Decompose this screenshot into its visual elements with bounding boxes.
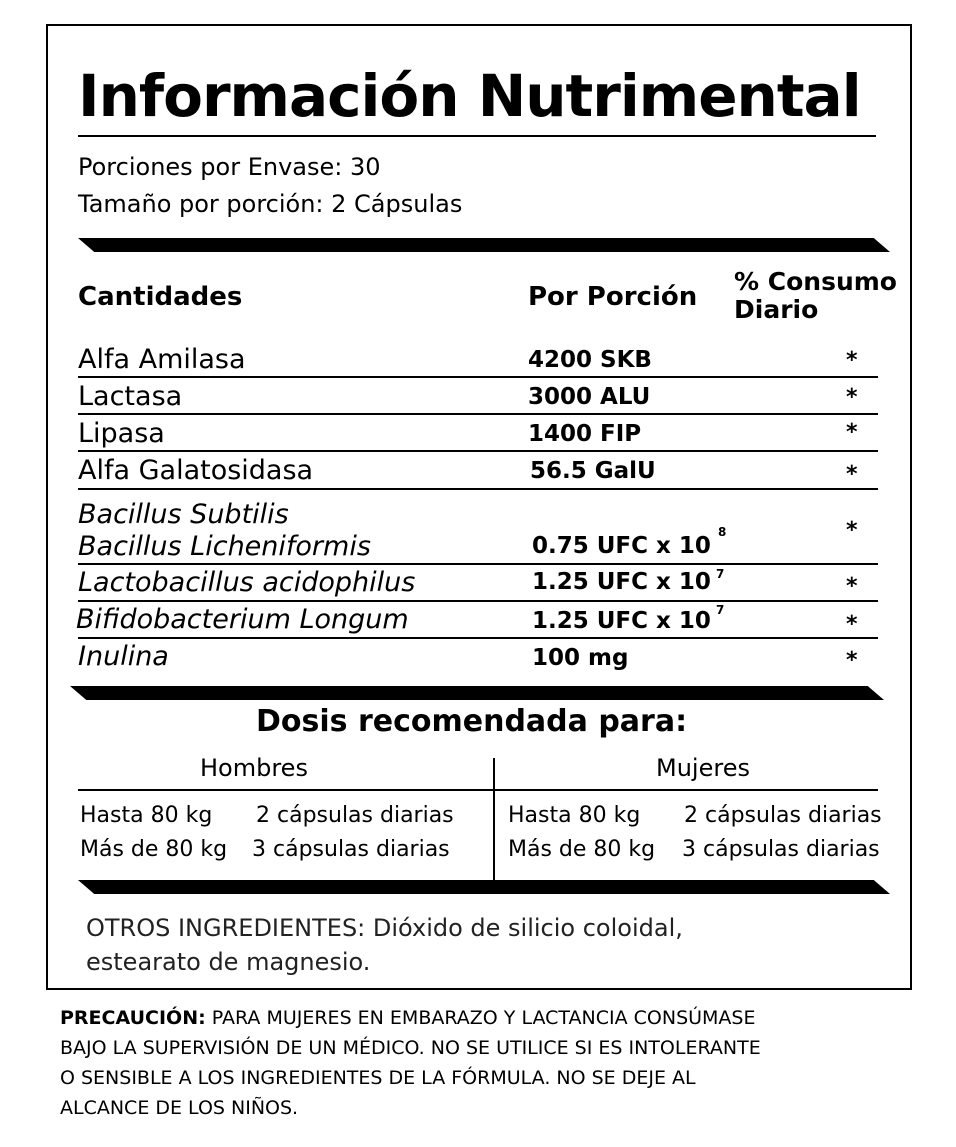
thick-divider (78, 238, 890, 252)
title-rule (78, 135, 876, 137)
header-cantidades: Cantidades (78, 282, 243, 312)
dosage-men-header: Hombres (200, 754, 308, 782)
nutrient-amount: 4200 SKB (528, 347, 652, 373)
nutrient-daily: * (846, 420, 858, 445)
row-rule (78, 488, 878, 490)
dosage-women-header: Mujeres (656, 754, 750, 782)
panel-title: Información Nutrimental (78, 62, 861, 130)
nutrient-name: Alfa Amilasa (78, 344, 246, 375)
header-consumo: % Consumo (734, 267, 897, 296)
nutrient-name: Lactobacillus acidophilus (78, 567, 416, 598)
row-rule (78, 376, 878, 378)
nutrient-name: Alfa Galatosidasa (78, 455, 314, 486)
nutrient-amount: 3000 ALU (528, 384, 651, 410)
nutrient-name: Bacillus Subtilis (78, 499, 289, 530)
row-rule (78, 413, 878, 415)
dose-amount: 3 cápsulas diarias (252, 837, 450, 862)
nutrient-daily: * (846, 648, 858, 673)
thick-divider (70, 686, 884, 700)
row-rule (78, 450, 878, 452)
other-ingredients: estearato de magnesio. (86, 948, 371, 976)
header-diario: Diario (734, 295, 819, 324)
nutrient-name: Bacillus Licheniformis (78, 531, 371, 562)
nutrient-name: Lactasa (78, 381, 183, 412)
row-rule (78, 637, 878, 639)
caution-line (60, 1004, 756, 1033)
dose-amount: 3 cápsulas diarias (682, 837, 880, 862)
exponent: 8 (718, 525, 727, 539)
dosage-header-rule (78, 789, 878, 791)
caution-line: ALCANCE DE LOS NIÑOS. (60, 1097, 299, 1119)
dosage-column-divider (493, 758, 495, 880)
header-por-porcion: Por Porción (528, 282, 698, 312)
dose-weight: Más de 80 kg (80, 837, 228, 862)
nutrient-daily: * (846, 385, 858, 410)
serving-size: Tamaño por porción: 2 Cápsulas (78, 190, 463, 218)
nutrient-amount: 56.5 GalU (530, 458, 656, 484)
nutrient-daily: * (846, 518, 858, 543)
nutrient-amount: 1400 FIP (528, 421, 642, 447)
nutrient-daily: * (846, 574, 858, 599)
dose-amount: 2 cápsulas diarias (684, 803, 882, 828)
dose-amount: 2 cápsulas diarias (256, 803, 454, 828)
row-rule (78, 563, 878, 565)
dose-weight: Hasta 80 kg (80, 803, 213, 828)
dosage-title: Dosis recomendada para: (256, 704, 688, 739)
nutrient-daily: * (846, 348, 858, 373)
thick-divider (78, 880, 890, 894)
other-ingredients: OTROS INGREDIENTES: Dióxido de silicio coloidal, (86, 914, 683, 942)
exponent: 7 (716, 567, 725, 581)
dose-weight: Más de 80 kg (508, 837, 656, 862)
exponent: 7 (716, 603, 725, 617)
nutrient-amount: 0.75 UFC x 10 (532, 533, 711, 559)
caution-label: PRECAUCIÓN: (60, 1007, 206, 1029)
nutrient-daily: * (846, 462, 858, 487)
nutrient-amount: 1.25 UFC x 10 (532, 569, 711, 595)
nutrient-name: Inulina (78, 641, 169, 672)
nutrient-daily: * (846, 612, 858, 637)
caution-text: PARA MUJERES EN EMBARAZO Y LACTANCIA CONSÚMASE (205, 1007, 756, 1029)
dose-weight: Hasta 80 kg (508, 803, 641, 828)
nutrient-amount: 1.25 UFC x 10 (532, 608, 711, 634)
nutrient-amount: 100 mg (532, 645, 629, 671)
nutrient-name: Bifidobacterium Longum (76, 604, 409, 635)
nutrient-name: Lipasa (78, 418, 165, 449)
caution-line: O SENSIBLE A LOS INGREDIENTES DE LA FÓRMULA. NO SE DEJE AL (60, 1067, 696, 1089)
row-rule (78, 600, 878, 602)
servings-per-container: Porciones por Envase: 30 (78, 153, 381, 181)
caution-line: BAJO LA SUPERVISIÓN DE UN MÉDICO. NO SE UTILICE SI ES INTOLERANTE (60, 1037, 761, 1059)
